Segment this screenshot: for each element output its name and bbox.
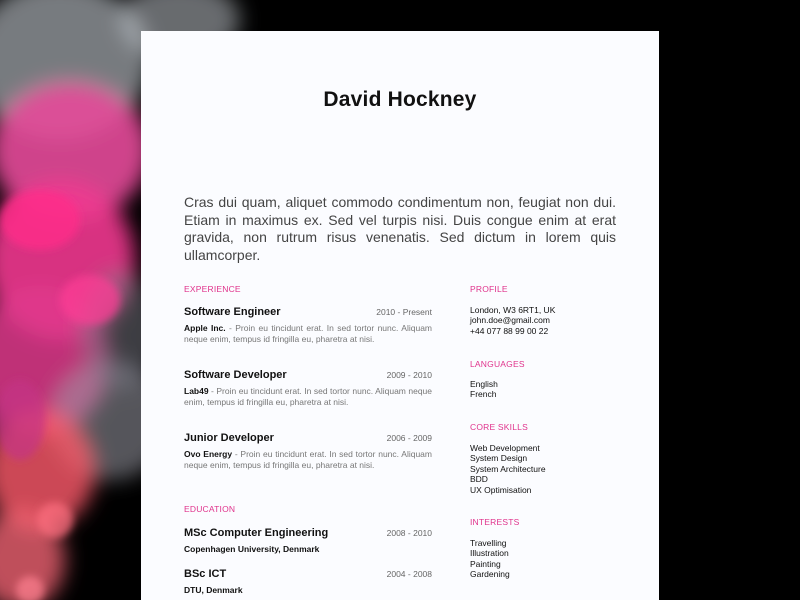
list-item: Travelling xyxy=(470,538,507,548)
degree-title: BSc ICT xyxy=(184,568,227,580)
education-entry xyxy=(184,568,432,595)
list-item: System Design xyxy=(470,453,528,464)
profile-phone: +44 077 88 99 00 22 xyxy=(470,325,549,336)
job-dates: 2006 - 2009 xyxy=(386,433,432,443)
list-item: BDD xyxy=(470,474,488,485)
list-item: Web Development xyxy=(470,443,540,453)
core-skills-heading: CORE SKILLS xyxy=(470,422,528,432)
job-desc-text: - Proin eu tincidunt erat. In sed tortor nunc. Aliquam neque enim, tempus id fringilla eu, pharetra at nisi. xyxy=(184,323,433,344)
job-title: Software Engineer xyxy=(184,306,281,318)
job-description xyxy=(184,323,432,344)
list-item: Illustration xyxy=(470,548,509,559)
education-entry xyxy=(184,527,432,554)
degree-title: MSc Computer Engineering xyxy=(184,527,329,539)
list-item: Gardening xyxy=(470,569,510,580)
languages-list xyxy=(470,379,600,400)
job-title: Software Developer xyxy=(184,369,287,381)
list-item: English xyxy=(470,379,498,389)
job-entry xyxy=(184,369,432,407)
job-company: Lab49 xyxy=(184,386,209,396)
job-dates: 2010 - Present xyxy=(376,307,432,317)
core-skills-list xyxy=(470,443,600,495)
list-item: UX Optimisation xyxy=(470,484,532,495)
profile-address: London, W3 6RT1, UK xyxy=(470,305,556,315)
job-description xyxy=(184,386,432,407)
job-desc-text: - Proin eu tincidunt erat. In sed tortor nunc. Aliquam neque enim, tempus id fringilla eu, pharetra at nisi. xyxy=(184,449,432,470)
education-dates: 2004 - 2008 xyxy=(386,569,432,579)
school-name: DTU, Denmark xyxy=(184,585,243,595)
job-entry xyxy=(184,432,432,470)
job-title: Junior Developer xyxy=(184,432,274,444)
job-company: Ovo Energy xyxy=(184,449,233,459)
job-company: Apple Inc. xyxy=(184,323,226,333)
experience-heading: EXPERIENCE xyxy=(184,284,241,294)
profile-details xyxy=(470,305,600,336)
job-dates: 2009 - 2010 xyxy=(386,370,432,380)
resume-page xyxy=(141,31,659,600)
interests-heading: INTERESTS xyxy=(470,517,520,527)
education-heading: EDUCATION xyxy=(184,504,236,514)
school-name: Copenhagen University, Denmark xyxy=(184,544,320,554)
job-description xyxy=(184,449,432,470)
list-item: Painting xyxy=(470,558,501,569)
list-item: French xyxy=(470,389,497,400)
list-item: System Architecture xyxy=(470,463,546,474)
profile-heading: PROFILE xyxy=(470,284,508,294)
profile-email: john.doe@gmail.com xyxy=(470,315,550,326)
education-dates: 2008 - 2010 xyxy=(386,528,432,538)
resume-name: David Hockney xyxy=(323,88,477,111)
job-entry xyxy=(184,306,432,344)
languages-heading: LANGUAGES xyxy=(470,359,525,369)
interests-list xyxy=(470,538,600,580)
job-desc-text: - Proin eu tincidunt erat. In sed tortor nunc. Aliquam neque enim, tempus id fringilla eu, pharetra at nisi. xyxy=(184,386,432,407)
resume-intro: Cras dui quam, aliquet commodo condimentum non, feugiat non dui. Etiam in maximus ex. Sed vel turpis nisi. Duis congue enim at erat gravida, non rutrum risus venenatis. Sed dictum in lorem quis ullamcorper. xyxy=(184,194,616,263)
